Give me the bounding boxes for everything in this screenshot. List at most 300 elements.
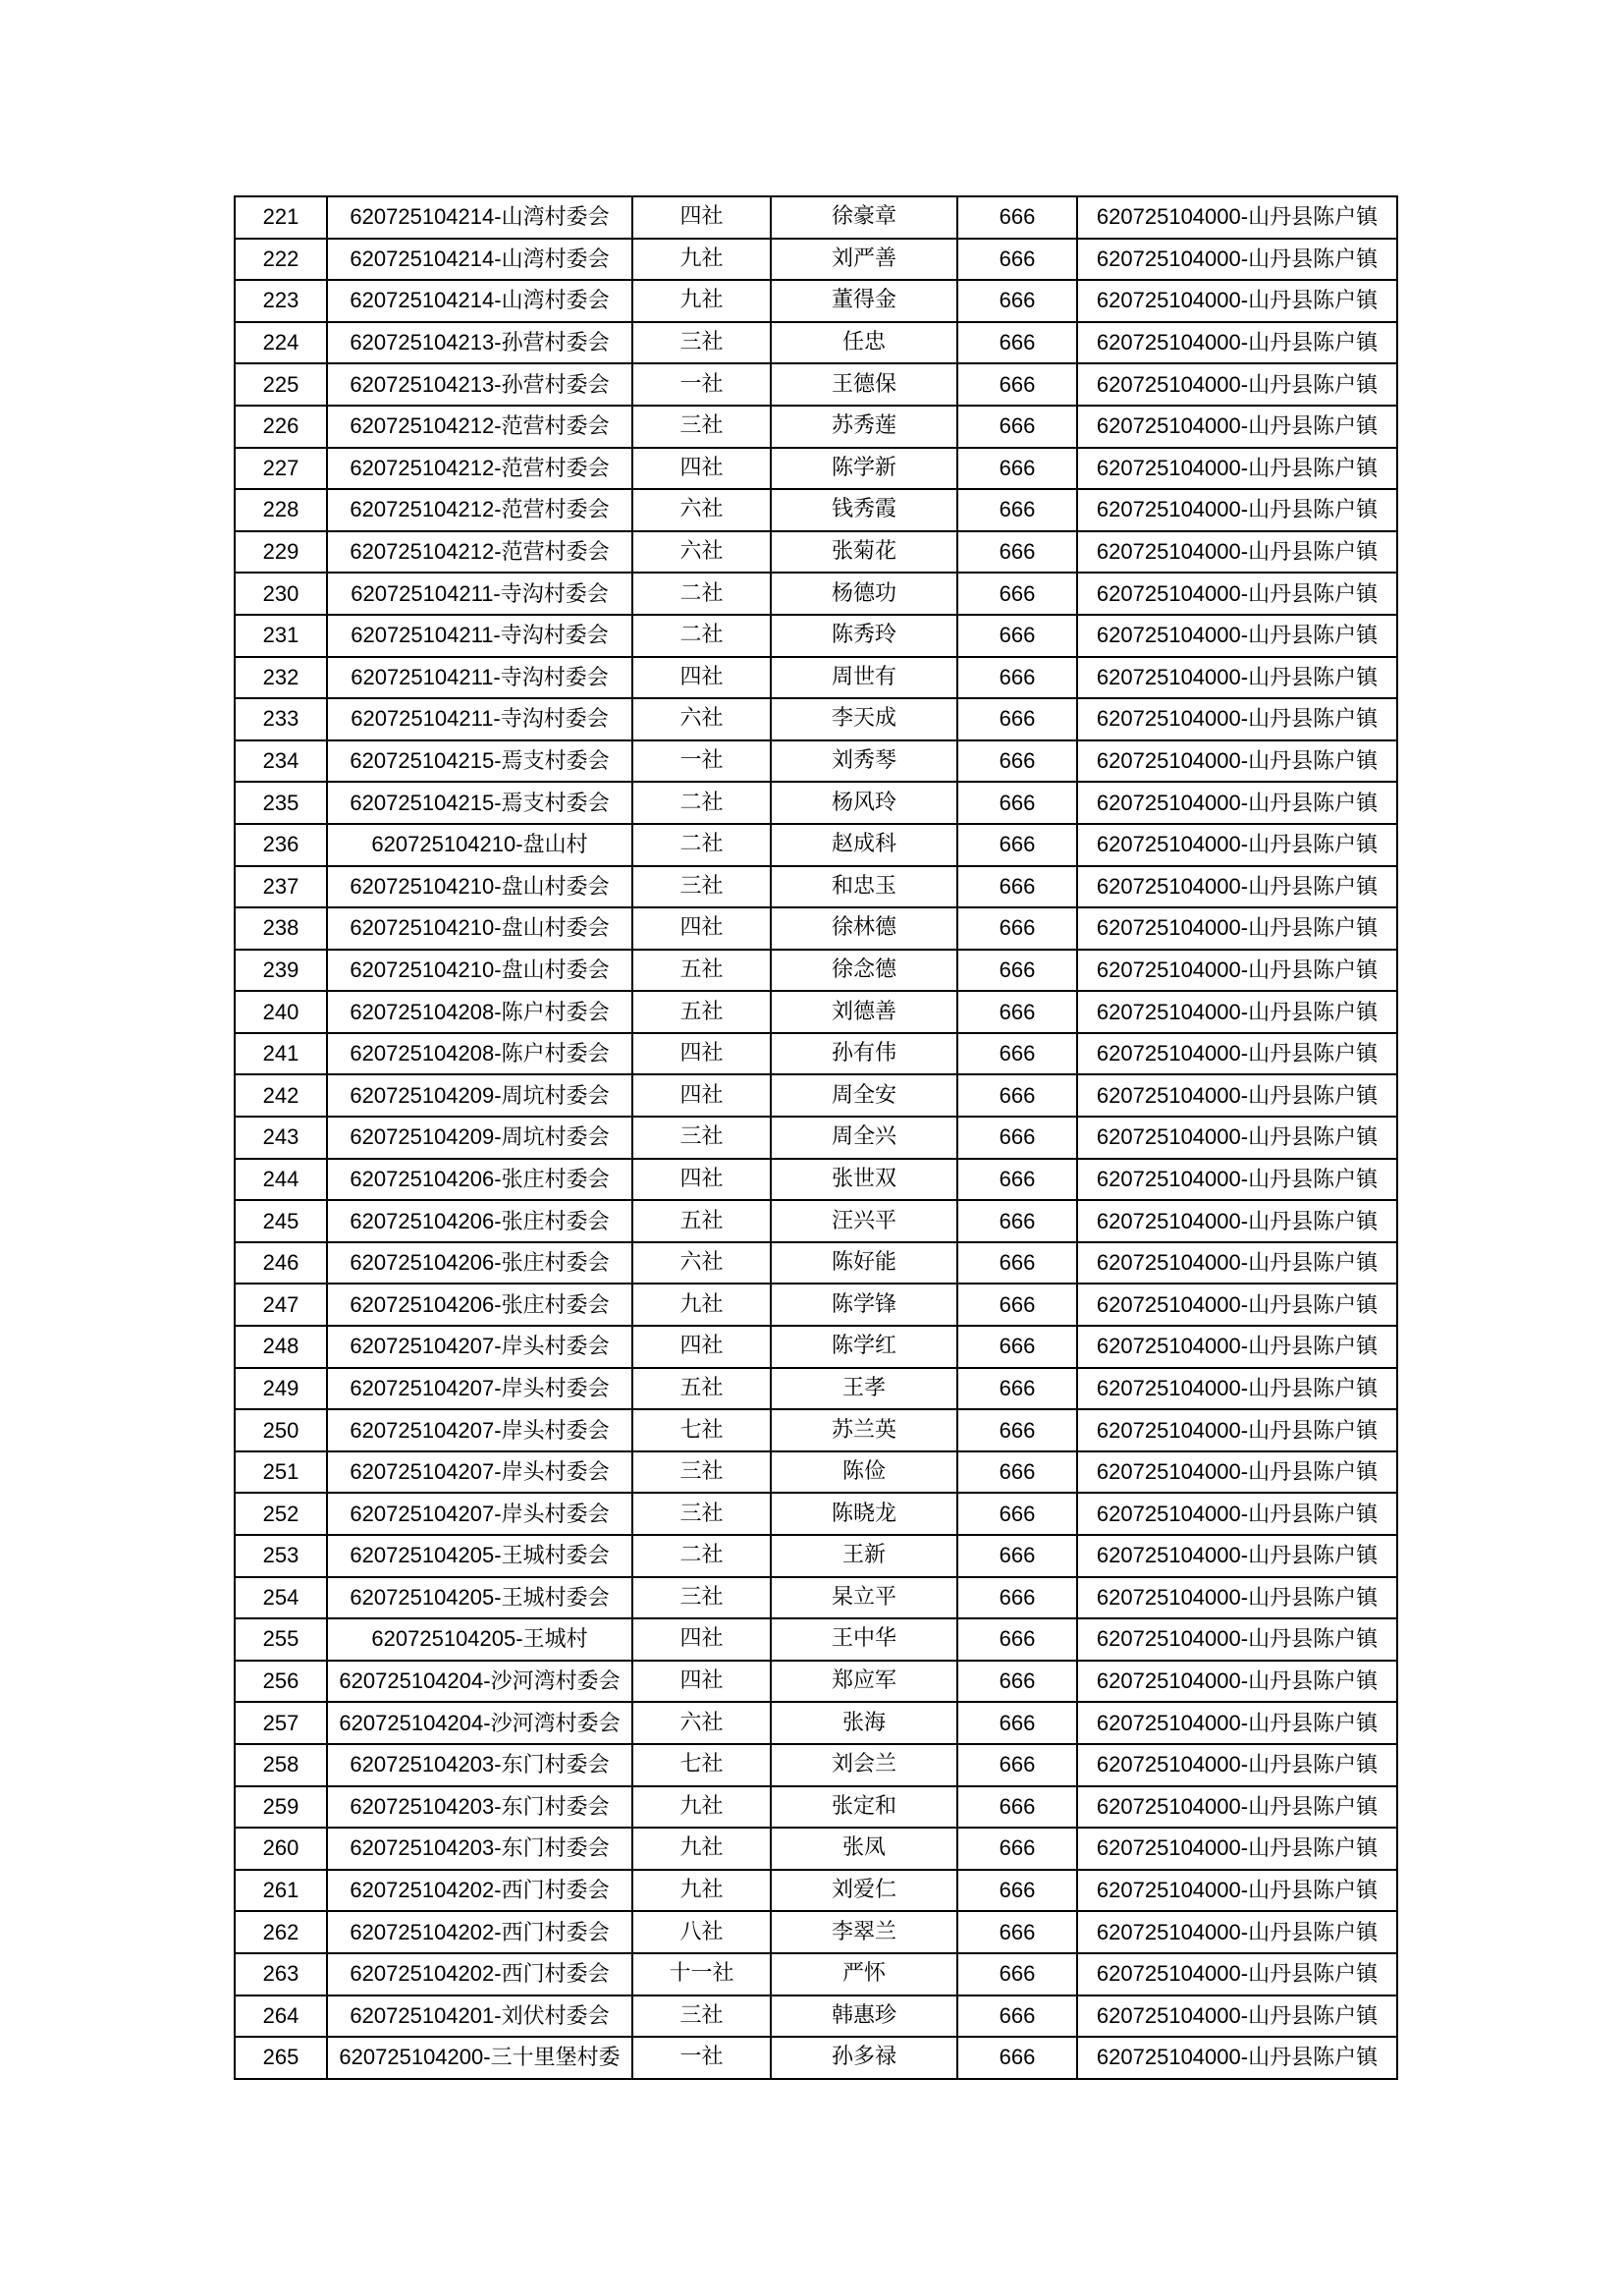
- person-name-cell: 张世双: [771, 1159, 957, 1201]
- person-name-cell: 刘秀琴: [771, 740, 957, 783]
- town-cell: 620725104000-山丹县陈户镇: [1077, 615, 1397, 657]
- person-name-cell: 刘德善: [771, 991, 957, 1033]
- code-cell: 666: [957, 1200, 1077, 1242]
- group-cell: 九社: [632, 1786, 771, 1829]
- town-cell: 620725104000-山丹县陈户镇: [1077, 866, 1397, 908]
- town-cell: 620725104000-山丹县陈户镇: [1077, 950, 1397, 992]
- person-name-cell: 王新: [771, 1535, 957, 1577]
- table-row: [235, 1661, 1397, 1703]
- village-committee-cell: 620725104207-岸头村委会: [327, 1493, 632, 1535]
- village-committee-cell: 620725104211-寺沟村委会: [327, 573, 632, 615]
- group-cell: 九社: [632, 1870, 771, 1912]
- code-cell: 666: [957, 196, 1077, 239]
- code-cell: 666: [957, 1577, 1077, 1619]
- row-number-cell: 254: [235, 1577, 327, 1619]
- town-cell: 620725104000-山丹县陈户镇: [1077, 782, 1397, 824]
- table-row: [235, 824, 1397, 866]
- code-cell: 666: [957, 1493, 1077, 1535]
- village-committee-cell: 620725104215-焉支村委会: [327, 740, 632, 783]
- code-cell: 666: [957, 824, 1077, 866]
- code-cell: 666: [957, 1242, 1077, 1285]
- person-name-cell: 董得金: [771, 280, 957, 322]
- group-cell: 三社: [632, 406, 771, 448]
- code-cell: 666: [957, 1702, 1077, 1744]
- group-cell: 六社: [632, 1242, 771, 1285]
- person-name-cell: 苏秀莲: [771, 406, 957, 448]
- row-number-cell: 256: [235, 1661, 327, 1703]
- group-cell: 三社: [632, 1451, 771, 1494]
- group-cell: 六社: [632, 698, 771, 740]
- person-name-cell: 周全兴: [771, 1117, 957, 1159]
- person-name-cell: 任忠: [771, 322, 957, 364]
- row-number-cell: 233: [235, 698, 327, 740]
- town-cell: 620725104000-山丹县陈户镇: [1077, 1451, 1397, 1494]
- row-number-cell: 248: [235, 1326, 327, 1368]
- town-cell: 620725104000-山丹县陈户镇: [1077, 907, 1397, 950]
- village-committee-cell: 620725104203-东门村委会: [327, 1744, 632, 1786]
- group-cell: 四社: [632, 448, 771, 490]
- village-committee-cell: 620725104210-盘山村委会: [327, 950, 632, 992]
- group-cell: 九社: [632, 280, 771, 322]
- person-name-cell: 孙有伟: [771, 1033, 957, 1075]
- row-number-cell: 253: [235, 1535, 327, 1577]
- village-committee-cell: 620725104211-寺沟村委会: [327, 698, 632, 740]
- table-row: [235, 907, 1397, 950]
- row-number-cell: 259: [235, 1786, 327, 1829]
- table-row: [235, 1159, 1397, 1201]
- group-cell: 十一社: [632, 1953, 771, 1995]
- town-cell: 620725104000-山丹县陈户镇: [1077, 1618, 1397, 1661]
- code-cell: 666: [957, 2037, 1077, 2079]
- person-name-cell: 陈秀玲: [771, 615, 957, 657]
- person-name-cell: 陈学红: [771, 1326, 957, 1368]
- row-number-cell: 225: [235, 363, 327, 406]
- town-cell: 620725104000-山丹县陈户镇: [1077, 1661, 1397, 1703]
- row-number-cell: 263: [235, 1953, 327, 1995]
- table-row: [235, 280, 1397, 322]
- row-number-cell: 258: [235, 1744, 327, 1786]
- village-committee-cell: 620725104210-盘山村委会: [327, 907, 632, 950]
- code-cell: 666: [957, 1409, 1077, 1451]
- row-number-cell: 249: [235, 1368, 327, 1410]
- village-committee-cell: 620725104212-范营村委会: [327, 406, 632, 448]
- village-committee-cell: 620725104205-王城村委会: [327, 1535, 632, 1577]
- village-committee-cell: 620725104214-山湾村委会: [327, 239, 632, 281]
- person-name-cell: 徐念德: [771, 950, 957, 992]
- table-row: [235, 1451, 1397, 1494]
- town-cell: 620725104000-山丹县陈户镇: [1077, 531, 1397, 574]
- roster-table: [234, 195, 1398, 2080]
- village-committee-cell: 620725104205-王城村委会: [327, 1577, 632, 1619]
- town-cell: 620725104000-山丹县陈户镇: [1077, 1117, 1397, 1159]
- row-number-cell: 260: [235, 1828, 327, 1870]
- person-name-cell: 张菊花: [771, 531, 957, 574]
- person-name-cell: 周全安: [771, 1074, 957, 1117]
- group-cell: 五社: [632, 1200, 771, 1242]
- town-cell: 620725104000-山丹县陈户镇: [1077, 1033, 1397, 1075]
- village-committee-cell: 620725104206-张庄村委会: [327, 1242, 632, 1285]
- code-cell: 666: [957, 489, 1077, 531]
- code-cell: 666: [957, 907, 1077, 950]
- group-cell: 三社: [632, 1117, 771, 1159]
- table-row: [235, 363, 1397, 406]
- table-row: [235, 991, 1397, 1033]
- table-row: [235, 2037, 1397, 2079]
- person-name-cell: 刘爱仁: [771, 1870, 957, 1912]
- row-number-cell: 244: [235, 1159, 327, 1201]
- village-committee-cell: 620725104213-孙营村委会: [327, 363, 632, 406]
- town-cell: 620725104000-山丹县陈户镇: [1077, 740, 1397, 783]
- person-name-cell: 刘严善: [771, 239, 957, 281]
- village-committee-cell: 620725104203-东门村委会: [327, 1786, 632, 1829]
- table-row: [235, 448, 1397, 490]
- village-committee-cell: 620725104214-山湾村委会: [327, 280, 632, 322]
- row-number-cell: 236: [235, 824, 327, 866]
- village-committee-cell: 620725104207-岸头村委会: [327, 1451, 632, 1494]
- row-number-cell: 264: [235, 1995, 327, 2038]
- row-number-cell: 265: [235, 2037, 327, 2079]
- person-name-cell: 陈学锋: [771, 1284, 957, 1326]
- row-number-cell: 228: [235, 489, 327, 531]
- table-row: [235, 1618, 1397, 1661]
- village-committee-cell: 620725104202-西门村委会: [327, 1870, 632, 1912]
- row-number-cell: 243: [235, 1117, 327, 1159]
- table-row: [235, 489, 1397, 531]
- code-cell: 666: [957, 1661, 1077, 1703]
- town-cell: 620725104000-山丹县陈户镇: [1077, 1577, 1397, 1619]
- row-number-cell: 224: [235, 322, 327, 364]
- table-row: [235, 1744, 1397, 1786]
- roster-table-body: [235, 196, 1397, 2079]
- row-number-cell: 223: [235, 280, 327, 322]
- row-number-cell: 229: [235, 531, 327, 574]
- town-cell: 620725104000-山丹县陈户镇: [1077, 1911, 1397, 1953]
- code-cell: 666: [957, 698, 1077, 740]
- town-cell: 620725104000-山丹县陈户镇: [1077, 1953, 1397, 1995]
- group-cell: 六社: [632, 531, 771, 574]
- group-cell: 二社: [632, 824, 771, 866]
- row-number-cell: 261: [235, 1870, 327, 1912]
- village-committee-cell: 620725104212-范营村委会: [327, 448, 632, 490]
- town-cell: 620725104000-山丹县陈户镇: [1077, 1242, 1397, 1285]
- town-cell: 620725104000-山丹县陈户镇: [1077, 1159, 1397, 1201]
- table-row: [235, 740, 1397, 783]
- code-cell: 666: [957, 1451, 1077, 1494]
- group-cell: 一社: [632, 740, 771, 783]
- row-number-cell: 250: [235, 1409, 327, 1451]
- table-row: [235, 1995, 1397, 2038]
- row-number-cell: 245: [235, 1200, 327, 1242]
- town-cell: 620725104000-山丹县陈户镇: [1077, 1200, 1397, 1242]
- town-cell: 620725104000-山丹县陈户镇: [1077, 1535, 1397, 1577]
- town-cell: 620725104000-山丹县陈户镇: [1077, 1744, 1397, 1786]
- village-committee-cell: 620725104207-岸头村委会: [327, 1409, 632, 1451]
- table-row: [235, 615, 1397, 657]
- person-name-cell: 苏兰英: [771, 1409, 957, 1451]
- village-committee-cell: 620725104207-岸头村委会: [327, 1368, 632, 1410]
- person-name-cell: 周世有: [771, 657, 957, 699]
- code-cell: 666: [957, 1074, 1077, 1117]
- person-name-cell: 赵成科: [771, 824, 957, 866]
- row-number-cell: 237: [235, 866, 327, 908]
- row-number-cell: 241: [235, 1033, 327, 1075]
- table-row: [235, 573, 1397, 615]
- town-cell: 620725104000-山丹县陈户镇: [1077, 406, 1397, 448]
- code-cell: 666: [957, 1033, 1077, 1075]
- person-name-cell: 孙多禄: [771, 2037, 957, 2079]
- group-cell: 二社: [632, 782, 771, 824]
- town-cell: 620725104000-山丹县陈户镇: [1077, 1786, 1397, 1829]
- group-cell: 四社: [632, 657, 771, 699]
- table-row: [235, 1786, 1397, 1829]
- village-committee-cell: 620725104209-周坑村委会: [327, 1074, 632, 1117]
- person-name-cell: 徐林德: [771, 907, 957, 950]
- row-number-cell: 221: [235, 196, 327, 239]
- village-committee-cell: 620725104213-孙营村委会: [327, 322, 632, 364]
- person-name-cell: 张海: [771, 1702, 957, 1744]
- group-cell: 二社: [632, 1535, 771, 1577]
- group-cell: 四社: [632, 1618, 771, 1661]
- row-number-cell: 235: [235, 782, 327, 824]
- table-row: [235, 1326, 1397, 1368]
- row-number-cell: 222: [235, 239, 327, 281]
- village-committee-cell: 620725104208-陈户村委会: [327, 991, 632, 1033]
- code-cell: 666: [957, 1953, 1077, 1995]
- group-cell: 六社: [632, 489, 771, 531]
- row-number-cell: 234: [235, 740, 327, 783]
- group-cell: 九社: [632, 1828, 771, 1870]
- code-cell: 666: [957, 1870, 1077, 1912]
- person-name-cell: 韩惠珍: [771, 1995, 957, 2038]
- person-name-cell: 陈学新: [771, 448, 957, 490]
- group-cell: 一社: [632, 363, 771, 406]
- person-name-cell: 王孝: [771, 1368, 957, 1410]
- table-row: [235, 1117, 1397, 1159]
- village-committee-cell: 620725104211-寺沟村委会: [327, 615, 632, 657]
- row-number-cell: 240: [235, 991, 327, 1033]
- table-row: [235, 1033, 1397, 1075]
- group-cell: 三社: [632, 866, 771, 908]
- table-row: [235, 1702, 1397, 1744]
- code-cell: 666: [957, 448, 1077, 490]
- village-committee-cell: 620725104202-西门村委会: [327, 1953, 632, 1995]
- person-name-cell: 陈俭: [771, 1451, 957, 1494]
- town-cell: 620725104000-山丹县陈户镇: [1077, 448, 1397, 490]
- code-cell: 666: [957, 1744, 1077, 1786]
- town-cell: 620725104000-山丹县陈户镇: [1077, 1074, 1397, 1117]
- group-cell: 四社: [632, 196, 771, 239]
- person-name-cell: 郑应军: [771, 1661, 957, 1703]
- code-cell: 666: [957, 1828, 1077, 1870]
- village-committee-cell: 620725104214-山湾村委会: [327, 196, 632, 239]
- person-name-cell: 杨风玲: [771, 782, 957, 824]
- code-cell: 666: [957, 1911, 1077, 1953]
- row-number-cell: 238: [235, 907, 327, 950]
- table-row: [235, 1577, 1397, 1619]
- table-row: [235, 1242, 1397, 1285]
- code-cell: 666: [957, 406, 1077, 448]
- village-committee-cell: 620725104209-周坑村委会: [327, 1117, 632, 1159]
- town-cell: 620725104000-山丹县陈户镇: [1077, 280, 1397, 322]
- table-row: [235, 196, 1397, 239]
- row-number-cell: 257: [235, 1702, 327, 1744]
- table-row: [235, 657, 1397, 699]
- town-cell: 620725104000-山丹县陈户镇: [1077, 239, 1397, 281]
- town-cell: 620725104000-山丹县陈户镇: [1077, 1702, 1397, 1744]
- village-committee-cell: 620725104200-三十里堡村委: [327, 2037, 632, 2079]
- village-committee-cell: 620725104208-陈户村委会: [327, 1033, 632, 1075]
- code-cell: 666: [957, 239, 1077, 281]
- code-cell: 666: [957, 280, 1077, 322]
- group-cell: 九社: [632, 1284, 771, 1326]
- row-number-cell: 251: [235, 1451, 327, 1494]
- person-name-cell: 王德保: [771, 363, 957, 406]
- code-cell: 666: [957, 866, 1077, 908]
- table-row: [235, 1911, 1397, 1953]
- row-number-cell: 246: [235, 1242, 327, 1285]
- group-cell: 三社: [632, 1995, 771, 2038]
- code-cell: 666: [957, 950, 1077, 992]
- table-row: [235, 1953, 1397, 1995]
- town-cell: 620725104000-山丹县陈户镇: [1077, 657, 1397, 699]
- row-number-cell: 230: [235, 573, 327, 615]
- person-name-cell: 汪兴平: [771, 1200, 957, 1242]
- village-committee-cell: 620725104204-沙河湾村委会: [327, 1702, 632, 1744]
- village-committee-cell: 620725104206-张庄村委会: [327, 1284, 632, 1326]
- town-cell: 620725104000-山丹县陈户镇: [1077, 573, 1397, 615]
- town-cell: 620725104000-山丹县陈户镇: [1077, 1368, 1397, 1410]
- row-number-cell: 231: [235, 615, 327, 657]
- town-cell: 620725104000-山丹县陈户镇: [1077, 363, 1397, 406]
- table-row: [235, 322, 1397, 364]
- group-cell: 六社: [632, 1702, 771, 1744]
- code-cell: 666: [957, 1326, 1077, 1368]
- code-cell: 666: [957, 1618, 1077, 1661]
- table-row: [235, 1200, 1397, 1242]
- village-committee-cell: 620725104205-王城村: [327, 1618, 632, 1661]
- code-cell: 666: [957, 1535, 1077, 1577]
- group-cell: 二社: [632, 615, 771, 657]
- town-cell: 620725104000-山丹县陈户镇: [1077, 196, 1397, 239]
- village-committee-cell: 620725104212-范营村委会: [327, 531, 632, 574]
- table-row: [235, 1368, 1397, 1410]
- code-cell: 666: [957, 1284, 1077, 1326]
- town-cell: 620725104000-山丹县陈户镇: [1077, 1326, 1397, 1368]
- village-committee-cell: 620725104203-东门村委会: [327, 1828, 632, 1870]
- village-committee-cell: 620725104210-盘山村: [327, 824, 632, 866]
- table-row: [235, 950, 1397, 992]
- person-name-cell: 李天成: [771, 698, 957, 740]
- town-cell: 620725104000-山丹县陈户镇: [1077, 1284, 1397, 1326]
- village-committee-cell: 620725104207-岸头村委会: [327, 1326, 632, 1368]
- town-cell: 620725104000-山丹县陈户镇: [1077, 489, 1397, 531]
- group-cell: 八社: [632, 1911, 771, 1953]
- table-row: [235, 1828, 1397, 1870]
- town-cell: 620725104000-山丹县陈户镇: [1077, 1870, 1397, 1912]
- table-row: [235, 1535, 1397, 1577]
- town-cell: 620725104000-山丹县陈户镇: [1077, 1828, 1397, 1870]
- group-cell: 五社: [632, 991, 771, 1033]
- village-committee-cell: 620725104204-沙河湾村委会: [327, 1661, 632, 1703]
- table-row: [235, 1074, 1397, 1117]
- village-committee-cell: 620725104202-西门村委会: [327, 1911, 632, 1953]
- village-committee-cell: 620725104211-寺沟村委会: [327, 657, 632, 699]
- table-row: [235, 1870, 1397, 1912]
- village-committee-cell: 620725104206-张庄村委会: [327, 1200, 632, 1242]
- group-cell: 四社: [632, 1074, 771, 1117]
- code-cell: 666: [957, 657, 1077, 699]
- person-name-cell: 张定和: [771, 1786, 957, 1829]
- row-number-cell: 262: [235, 1911, 327, 1953]
- town-cell: 620725104000-山丹县陈户镇: [1077, 824, 1397, 866]
- village-committee-cell: 620725104201-刘伏村委会: [327, 1995, 632, 2038]
- group-cell: 二社: [632, 573, 771, 615]
- group-cell: 七社: [632, 1409, 771, 1451]
- row-number-cell: 247: [235, 1284, 327, 1326]
- table-row: [235, 782, 1397, 824]
- town-cell: 620725104000-山丹县陈户镇: [1077, 2037, 1397, 2079]
- row-number-cell: 232: [235, 657, 327, 699]
- town-cell: 620725104000-山丹县陈户镇: [1077, 991, 1397, 1033]
- person-name-cell: 张凤: [771, 1828, 957, 1870]
- table-row: [235, 239, 1397, 281]
- table-row: [235, 1284, 1397, 1326]
- row-number-cell: 226: [235, 406, 327, 448]
- code-cell: 666: [957, 1159, 1077, 1201]
- code-cell: 666: [957, 1368, 1077, 1410]
- row-number-cell: 239: [235, 950, 327, 992]
- person-name-cell: 陈晓龙: [771, 1493, 957, 1535]
- group-cell: 七社: [632, 1744, 771, 1786]
- person-name-cell: 王中华: [771, 1618, 957, 1661]
- table-row: [235, 866, 1397, 908]
- group-cell: 五社: [632, 950, 771, 992]
- group-cell: 一社: [632, 2037, 771, 2079]
- code-cell: 666: [957, 573, 1077, 615]
- group-cell: 四社: [632, 1159, 771, 1201]
- row-number-cell: 252: [235, 1493, 327, 1535]
- group-cell: 四社: [632, 1326, 771, 1368]
- table-row: [235, 406, 1397, 448]
- row-number-cell: 255: [235, 1618, 327, 1661]
- code-cell: 666: [957, 1786, 1077, 1829]
- group-cell: 四社: [632, 1033, 771, 1075]
- row-number-cell: 227: [235, 448, 327, 490]
- code-cell: 666: [957, 782, 1077, 824]
- person-name-cell: 杲立平: [771, 1577, 957, 1619]
- code-cell: 666: [957, 740, 1077, 783]
- person-name-cell: 钱秀霞: [771, 489, 957, 531]
- code-cell: 666: [957, 531, 1077, 574]
- town-cell: 620725104000-山丹县陈户镇: [1077, 1409, 1397, 1451]
- person-name-cell: 徐豪章: [771, 196, 957, 239]
- table-row: [235, 1493, 1397, 1535]
- village-committee-cell: 620725104215-焉支村委会: [327, 782, 632, 824]
- table-row: [235, 698, 1397, 740]
- group-cell: 三社: [632, 1493, 771, 1535]
- table-row: [235, 531, 1397, 574]
- person-name-cell: 李翠兰: [771, 1911, 957, 1953]
- group-cell: 九社: [632, 239, 771, 281]
- town-cell: 620725104000-山丹县陈户镇: [1077, 322, 1397, 364]
- code-cell: 666: [957, 1117, 1077, 1159]
- village-committee-cell: 620725104206-张庄村委会: [327, 1159, 632, 1201]
- person-name-cell: 陈好能: [771, 1242, 957, 1285]
- code-cell: 666: [957, 1995, 1077, 2038]
- group-cell: 三社: [632, 1577, 771, 1619]
- group-cell: 四社: [632, 1661, 771, 1703]
- person-name-cell: 严怀: [771, 1953, 957, 1995]
